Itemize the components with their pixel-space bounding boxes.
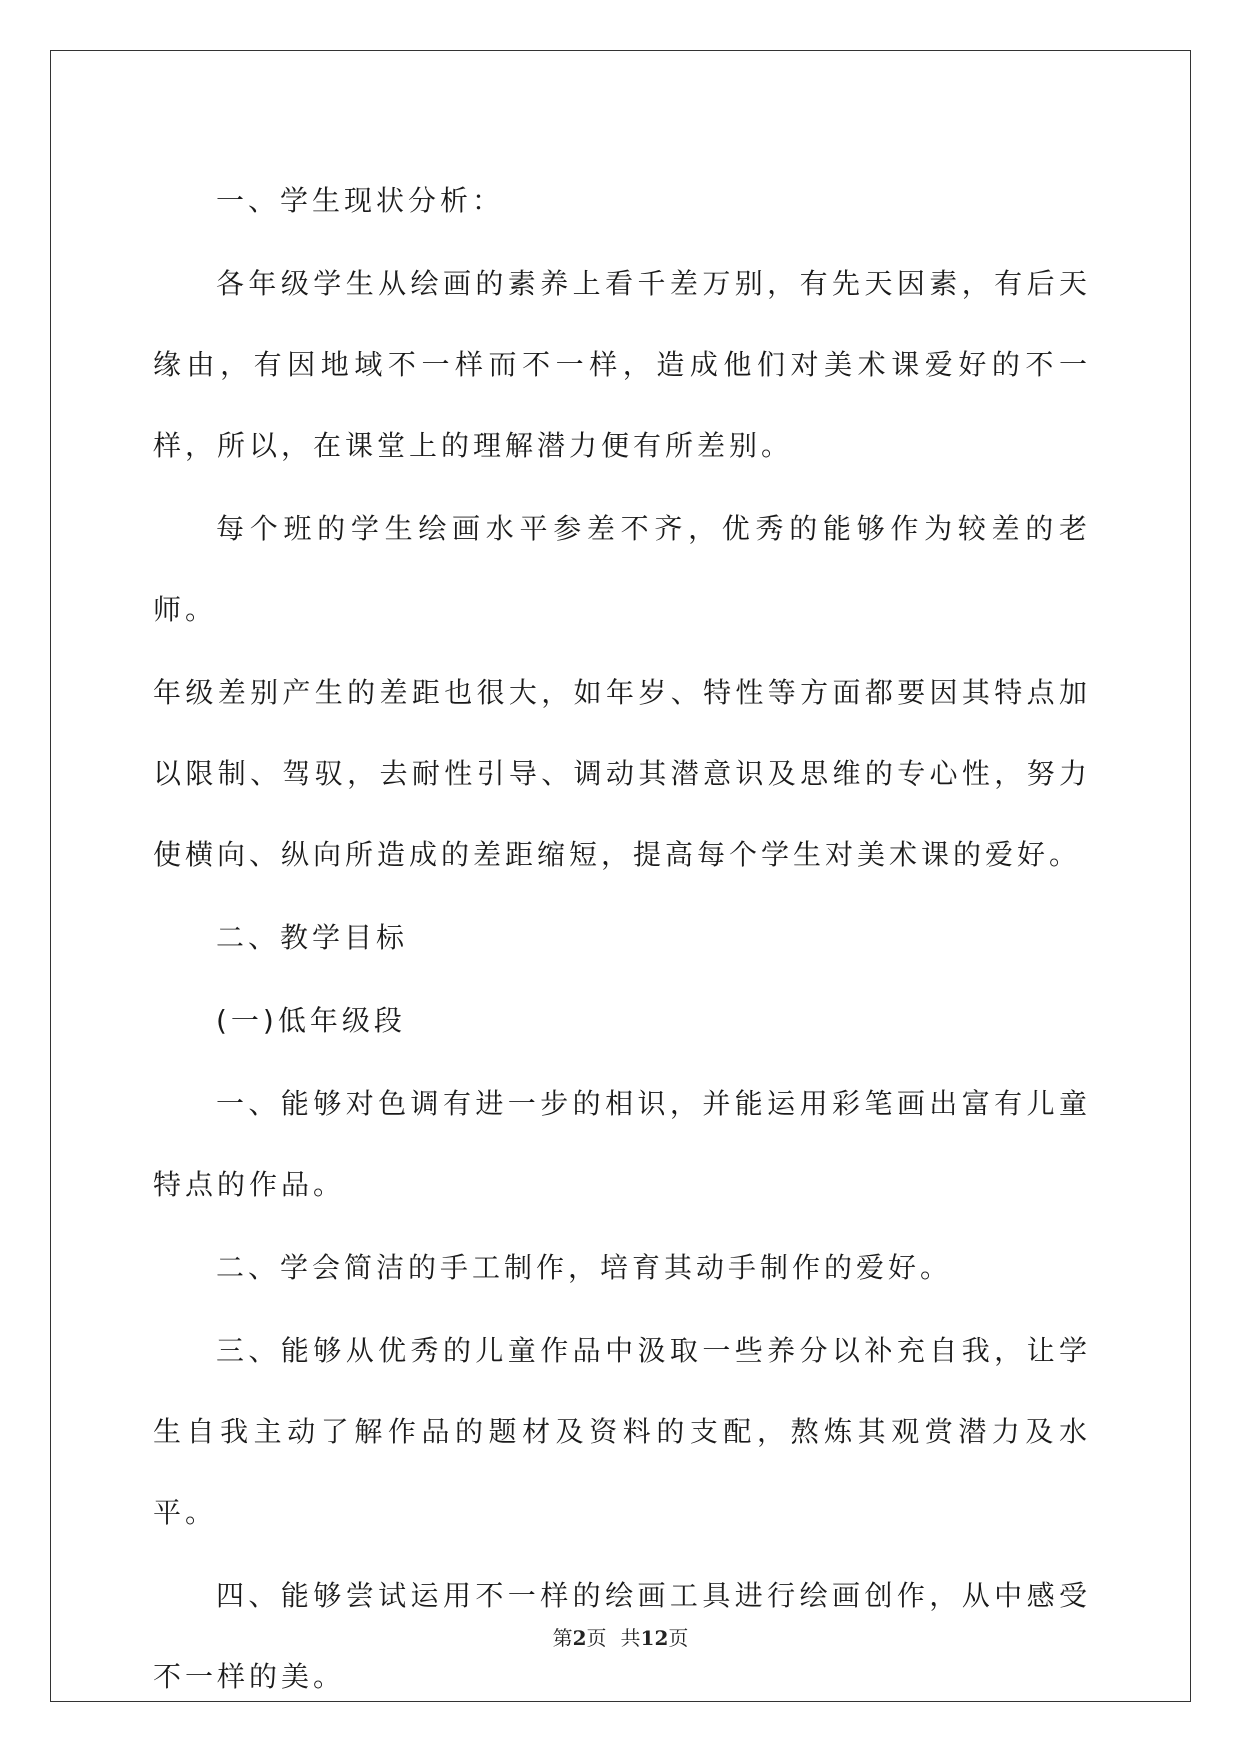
total-pages: 12 — [640, 1626, 669, 1650]
total-prefix: 共 — [620, 1626, 641, 1650]
total-suffix: 页 — [668, 1626, 689, 1650]
goal-item-3: 三、能够从优秀的儿童作品中汲取一些养分以补充自我，让学生自我主动了解作品的题材及资料的支配，熬炼其观赏潜力及水平。 — [153, 1334, 1091, 1529]
subheading-lower-grades: (一)低年级段 — [216, 1004, 406, 1037]
page-number: 2 — [572, 1626, 587, 1650]
goal-item-4: 四、能够尝试运用不一样的绘画工具进行绘画创作，从中感受不一样的美。 — [153, 1579, 1091, 1693]
section-heading-student-analysis: 一、学生现状分析： — [216, 184, 505, 217]
goal-item-2: 二、学会简洁的手工制作，培育其动手制作的爱好。 — [216, 1251, 953, 1284]
paragraph-grade-gap: 年级差别产生的差距也很大，如年岁、特性等方面都要因其特点加以限制、驾驭，去耐性引导、调动其潜意识及思维的专心性，努力使横向、纵向所造成的差距缩短，提高每个学生对美术课的爱好。 — [153, 676, 1091, 871]
goal-item-1: 一、能够对色调有进一步的相识，并能运用彩笔画出富有儿童特点的作品。 — [153, 1087, 1091, 1201]
page-prefix: 第 — [552, 1626, 573, 1650]
page-footer — [0, 1622, 1241, 1651]
document-body — [153, 160, 1091, 1719]
section-heading-teaching-goals: 二、教学目标 — [216, 921, 409, 954]
paragraph-class-levels: 每个班的学生绘画水平参差不齐，优秀的能够作为较差的老师。 — [153, 512, 1091, 626]
paragraph-student-differences: 各年级学生从绘画的素养上看千差万别，有先天因素，有后天缘由，有因地域不一样而不一样，造成他们对美术课爱好的不一样，所以，在课堂上的理解潜力便有所差别。 — [153, 267, 1091, 462]
page-suffix: 页 — [586, 1626, 607, 1650]
